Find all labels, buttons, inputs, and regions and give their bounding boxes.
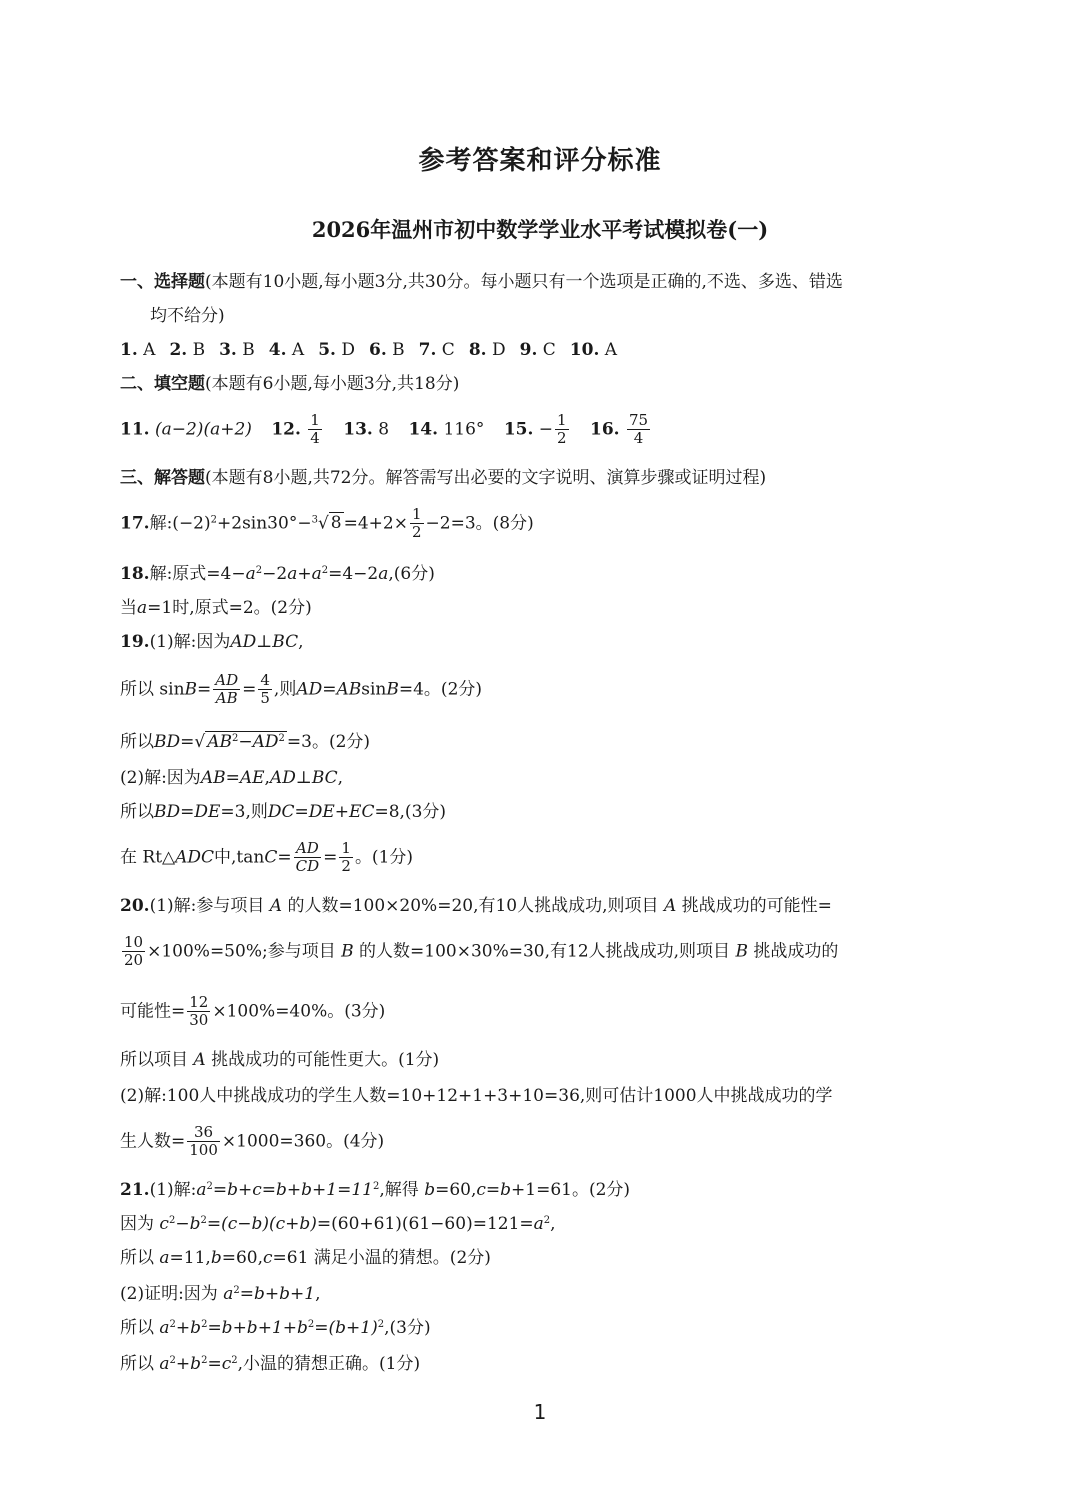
section-3-header: 三、解答题(本题有8小题,共72分。解答需写出必要的文字说明、演算步骤或证明过程) bbox=[120, 468, 767, 488]
q19-line-5: 所以BD=DE=3,则DC=DE+EC=8,(3分) bbox=[120, 802, 447, 822]
fill-answers: 11. (a−2)(a+2) 12. $\frac{1}{4}$ 13. 8 14. 116° 15. − $\frac{1}{2}$ 16. $\frac{75}{4}$ bbox=[120, 411, 649, 448]
q18-line-1: 18.解:原式$=4-a^2-2a+a^2=4-2a,(6$分) bbox=[120, 564, 435, 584]
choice-item: 8. D bbox=[468, 340, 506, 360]
choice-item: 10. A bbox=[569, 340, 618, 360]
choice-item: 6. B bbox=[368, 340, 405, 360]
choice-item: 5. D bbox=[318, 340, 355, 360]
q21-line-3: 所以 a=11,b=60,c=61 满足小温的猜想。(2分) bbox=[120, 1248, 491, 1268]
choice-item: 4. A bbox=[268, 340, 305, 360]
q20-line-1: 20.(1)解:参与项目 A 的人数=100×20%=20,有10人挑战成功,则项目 A 挑战成功的可能性= bbox=[120, 896, 832, 916]
q17-solution: 17.解$:(-2)^2+2\sin 30^\circ-^3√$ 8 =4+2× $\frac{1}{2}$ −2=3。(8分) bbox=[120, 505, 534, 542]
q21-line-6: 所以 $a^2+b^2=c^2$,小温的猜想正确。(1分) bbox=[120, 1354, 421, 1374]
q21-line-2: 因为 $c^2-b^2=(c-b)(c+b)=(60+61)(61-60)=121=a^2$, bbox=[120, 1214, 556, 1234]
choice-answers bbox=[120, 342, 617, 359]
q19-line-4: (2)解:因为AB=AE,AD⊥BC, bbox=[120, 768, 344, 788]
q20-line-3: 可能性= $\frac{12}{30}$ ×100%=40%。(3分) bbox=[120, 993, 386, 1030]
choice-item: 3. B bbox=[219, 340, 255, 360]
section-1-header: 一、选择题(本题有10小题,每小题3分,共30分。每小题只有一个选项是正确的,不选、多选、错选 bbox=[120, 272, 843, 292]
section-1-note-cont: 均不给分) bbox=[150, 306, 225, 326]
page-title: 参考答案和评分标准 bbox=[418, 146, 662, 176]
page-number: 1 bbox=[533, 1400, 547, 1424]
choice-item: 7. C bbox=[418, 340, 455, 360]
q20-line-5: (2)解:100人中挑战成功的学生人数=10+12+1+3+10=36,则可估计1000人中挑战成功的学 bbox=[120, 1086, 833, 1106]
section-2-header: 二、填空题(本题有6小题,每小题3分,共18分) bbox=[120, 374, 460, 394]
exam-subtitle: 2026年温州市初中数学学业水平考试模拟卷(一) bbox=[311, 217, 769, 242]
q20-line-2: $\frac{10}{20}$ ×100%=50%;参与项目 B 的人数=100×30%=30,有12人挑战成功,则项目 B 挑战成功的 bbox=[124, 933, 839, 970]
q20-line-6: 生人数= $\frac{36}{100}$ ×1000=360。(4分) bbox=[120, 1123, 385, 1160]
q19-line-6: 在 Rt△ADC中,tanC= $\frac{AD}{CD}$ = $\frac{1}{2}$ 。(1分) bbox=[120, 839, 414, 876]
q21-line-5: 所以 $a^2+b^2=b+b+1+b^2=(b+1)^2,(3$分) bbox=[120, 1318, 431, 1338]
q20-line-4: 所以项目 A 挑战成功的可能性更大。(1分) bbox=[120, 1050, 440, 1070]
choice-item: 2. B bbox=[169, 340, 206, 360]
q19-line-3: 所以BD=√ $AB^2-AD^2 =3$。(2分) bbox=[120, 732, 371, 752]
choice-item: 9. C bbox=[519, 340, 556, 360]
q19-line-2: 所以 sinB= $\frac{AD}{AB}$ = $\frac{4}{5}$ ,则AD=ABsinB=4。(2分) bbox=[120, 671, 483, 708]
q21-line-1: 21.(1)解$:a^2=b+c=b+b+1=11^2$,解得 b=60,c=b+1=61。(2分) bbox=[120, 1180, 631, 1200]
choice-item: 1. A bbox=[120, 340, 156, 360]
q19-line-1: 19.(1)解:因为AD⊥BC, bbox=[120, 632, 304, 652]
q21-line-4: (2)证明:因为 $a^2=b+b+1$, bbox=[120, 1284, 321, 1304]
q18-line-2: 当a=1时,原式=2。(2分) bbox=[120, 598, 312, 618]
